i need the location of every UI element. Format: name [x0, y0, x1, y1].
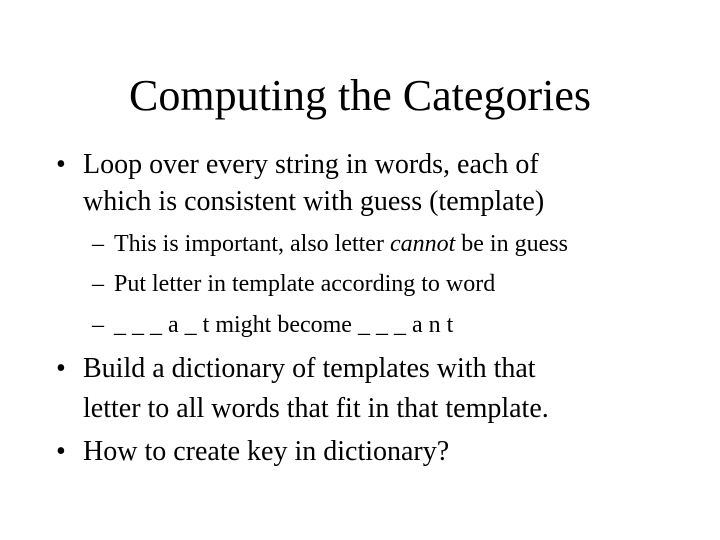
- dash-icon: –: [92, 312, 104, 338]
- emphasized-word: cannot: [389, 231, 456, 257]
- dash-icon: –: [92, 271, 104, 297]
- bullet-icon: •: [56, 353, 66, 384]
- bullet-text-line: How to create key in dictionary?: [83, 436, 450, 467]
- dash-icon: –: [92, 231, 104, 257]
- bullet-text-line: Build a dictionary of templates with that: [83, 353, 536, 384]
- sub-bullet-text-part: be in guess: [455, 231, 568, 257]
- sub-bullet-text: Put letter in template according to word: [114, 271, 496, 297]
- sub-bullet-text: [114, 229, 568, 259]
- sub-bullet-text: _ _ _ a _ t might become _ _ _ a n t: [114, 312, 454, 338]
- sub-bullet-text-part: This is important, also letter: [114, 231, 390, 257]
- bullet-text-line: which is consistent with guess (template): [83, 186, 545, 217]
- bullet-icon: •: [56, 436, 66, 467]
- bullet-text-line: letter to all words that fit in that template.: [83, 393, 549, 424]
- bullet-text-line: Loop over every string in words, each of: [83, 149, 539, 180]
- bullet-icon: •: [56, 149, 66, 180]
- slide-title: Computing the Categories: [129, 71, 591, 120]
